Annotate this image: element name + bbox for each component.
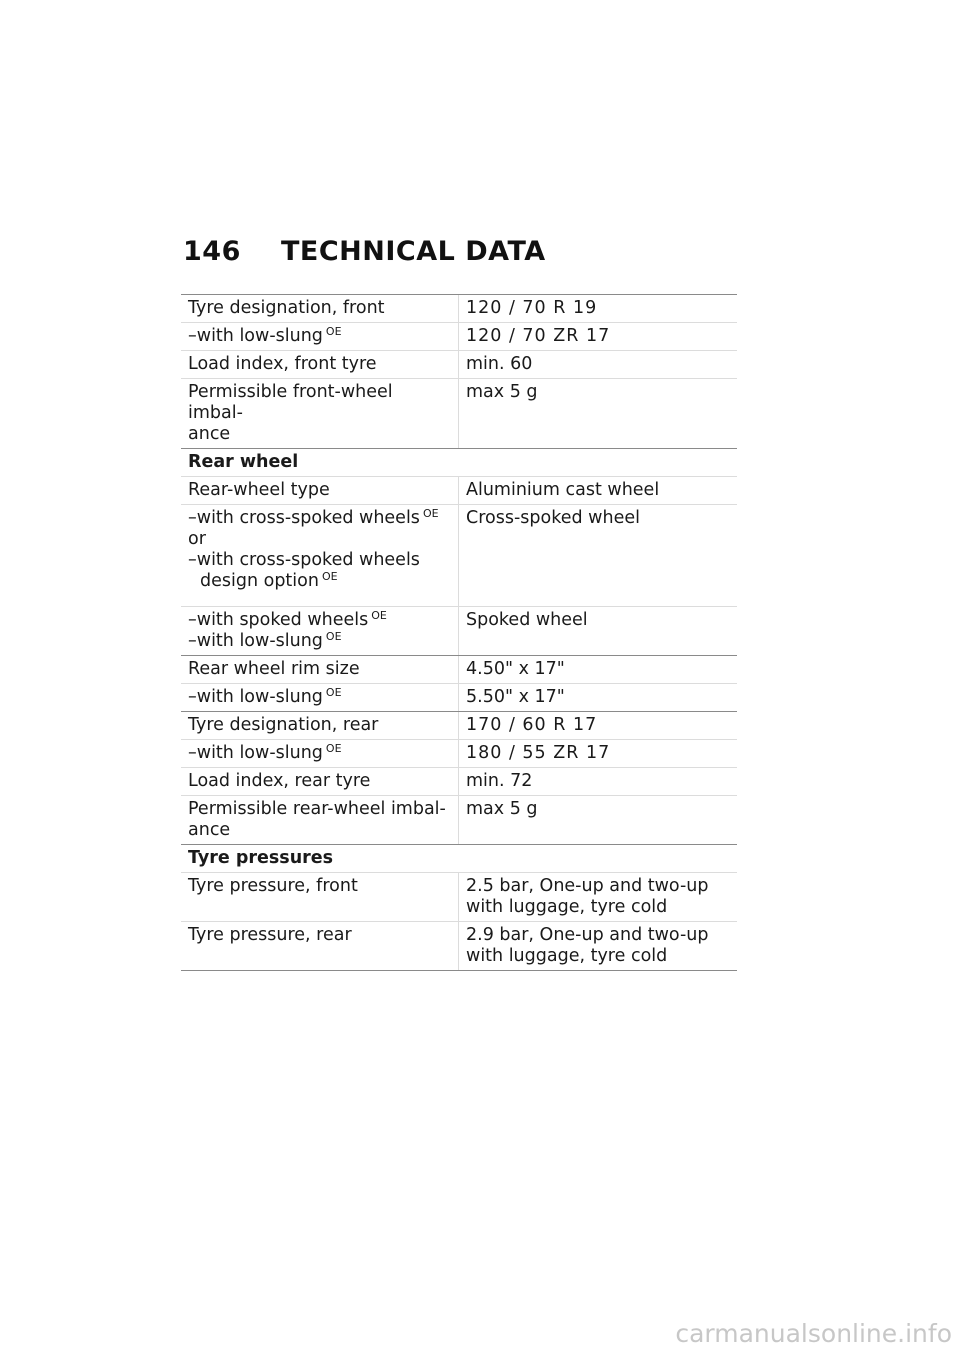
- spec-value: max 5 g: [466, 382, 538, 402]
- table-row: [181, 922, 737, 971]
- spec-label: Rear wheel rim size: [181, 656, 459, 683]
- spec-label: Tyre pressure, front: [181, 873, 459, 921]
- spec-value: max 5 g: [466, 799, 538, 819]
- spec-label: [181, 684, 459, 711]
- table-row: [181, 379, 737, 449]
- table-row: [181, 607, 737, 656]
- spec-label-line: –with cross-spoked wheels: [188, 550, 420, 570]
- spec-value: Aluminium cast wheel: [466, 480, 660, 500]
- spec-label: Tyre pressure, rear: [181, 922, 459, 970]
- page-number: 146: [183, 236, 241, 267]
- table-row: [181, 712, 737, 740]
- spec-value: [459, 922, 737, 970]
- spec-value-line: 2.9 bar, One-up and two-up: [466, 925, 709, 945]
- spec-label-text: –with low-slung: [188, 743, 323, 763]
- spec-label-line: design option: [200, 571, 319, 591]
- spec-value: [459, 873, 737, 921]
- spec-label: Load index, front tyre: [181, 351, 459, 378]
- spec-value: 4.50" x 17": [466, 659, 565, 679]
- page-header: [183, 236, 546, 267]
- spec-label-line: –with spoked wheels: [188, 610, 369, 630]
- spec-label-or: or: [188, 529, 206, 549]
- oe-mark: OE: [325, 686, 342, 699]
- spec-label-line: –with cross-spoked wheels: [188, 508, 420, 528]
- table-row: [181, 323, 737, 351]
- table-row: [181, 295, 737, 323]
- spec-value: Spoked wheel: [466, 610, 588, 630]
- spec-value: Cross-spoked wheel: [466, 508, 640, 528]
- spec-label: Tyre designation, front: [181, 295, 459, 322]
- spec-label: [181, 740, 459, 767]
- table-row: [181, 505, 737, 607]
- table-row: [181, 684, 737, 712]
- oe-mark: OE: [422, 507, 439, 520]
- spec-label-line: ance: [188, 424, 231, 444]
- spec-label: [181, 607, 459, 655]
- spec-label: [181, 796, 459, 844]
- spec-label-line: –with low-slung: [188, 631, 323, 651]
- oe-mark: OE: [371, 609, 387, 622]
- table-row: [181, 477, 737, 505]
- spec-value: 180 / 55 ZR 17: [466, 743, 611, 763]
- spec-label: Load index, rear tyre: [181, 768, 459, 795]
- spec-label: Rear-wheel type: [181, 477, 459, 504]
- spec-label-text: –with low-slung: [188, 687, 323, 707]
- spec-label: [181, 505, 459, 606]
- spec-value: 120 / 70 R 19: [466, 298, 598, 318]
- oe-mark: OE: [325, 630, 342, 643]
- spec-value: min. 60: [466, 354, 533, 374]
- spec-label-line: ance: [188, 820, 231, 840]
- spec-label: [181, 323, 459, 350]
- watermark: carmanualsonline.info: [675, 1319, 952, 1348]
- spec-table: [181, 294, 737, 971]
- table-row: [181, 768, 737, 796]
- table-row: [181, 740, 737, 768]
- page-title: TECHNICAL DATA: [281, 236, 546, 267]
- table-row: [181, 873, 737, 922]
- spec-label: Tyre designation, rear: [181, 712, 459, 739]
- spec-value-line: 2.5 bar, One-up and two-up: [466, 876, 709, 896]
- spec-label-line: Permissible rear-wheel imbal-: [188, 799, 446, 819]
- spec-label-text: –with low-slung: [188, 326, 323, 346]
- spec-value: 120 / 70 ZR 17: [466, 326, 611, 346]
- spec-value-line: with luggage, tyre cold: [466, 897, 668, 917]
- spec-label-line: Permissible front-wheel imbal-: [188, 382, 393, 423]
- section-heading-rear-wheel: Rear wheel: [181, 449, 737, 477]
- spec-label: [181, 379, 459, 448]
- oe-mark: OE: [325, 325, 342, 338]
- table-row: [181, 796, 737, 845]
- spec-value: 170 / 60 R 17: [466, 715, 598, 735]
- spec-value-line: with luggage, tyre cold: [466, 946, 668, 966]
- oe-mark: OE: [321, 570, 338, 583]
- spec-value: min. 72: [466, 771, 533, 791]
- section-heading-tyre-pressures: Tyre pressures: [181, 845, 737, 873]
- table-row: [181, 351, 737, 379]
- oe-mark: OE: [325, 742, 342, 755]
- spec-value: 5.50" x 17": [466, 687, 565, 707]
- table-row: [181, 656, 737, 684]
